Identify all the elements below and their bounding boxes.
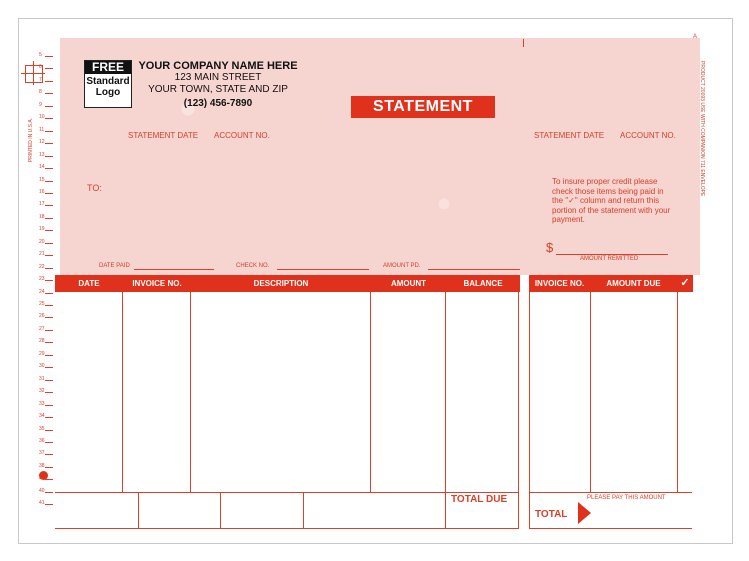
logo-line1: Standard <box>86 76 130 87</box>
remit-col-divider <box>677 292 678 492</box>
date-paid-line[interactable] <box>134 269 214 270</box>
header-amount-due: AMOUNT DUE <box>606 279 661 288</box>
ruler-number: 8 <box>39 89 42 96</box>
ruler-number: 28 <box>39 338 45 345</box>
ruler-number: 22 <box>39 263 45 270</box>
header-description: DESCRIPTION <box>253 279 309 288</box>
amount-pd-line[interactable] <box>428 269 520 270</box>
ruler-number: 32 <box>39 388 45 395</box>
header-remit-invoice-no: INVOICE NO. <box>534 279 585 288</box>
ruler-number: 37 <box>39 450 45 457</box>
amount-remitted-label: AMOUNT REMITTED <box>580 256 639 262</box>
ruler-number: 30 <box>39 363 45 370</box>
logo-line2: Logo <box>95 87 121 98</box>
col-divider <box>370 292 371 492</box>
check-column-icon: ✓ <box>680 277 690 289</box>
printed-in-usa: PRINTED IN U.S.A. <box>28 117 35 163</box>
credit-note: To insure proper credit please check those items being paid in the "✓" column and return this portion of the statement with your payment. <box>552 177 671 224</box>
statement-date-label: STATEMENT DATE <box>128 131 199 140</box>
amount-remitted-line[interactable] <box>556 254 668 255</box>
ruler-number: 20 <box>39 238 45 245</box>
please-pay-label: PLEASE PAY THIS AMOUNT <box>587 495 666 501</box>
company-block <box>134 60 302 109</box>
ruler-number: 21 <box>39 251 45 258</box>
company-logo <box>84 60 132 108</box>
ruler-number: 26 <box>39 313 45 320</box>
main-table-header <box>55 275 520 292</box>
ruler-number: 19 <box>39 226 45 233</box>
account-no-label-right: ACCOUNT NO. <box>620 131 676 140</box>
ruler-number: 38 <box>39 462 45 469</box>
ruler-number: 33 <box>39 400 45 407</box>
col-divider <box>122 292 123 492</box>
logo-free: FREE <box>85 61 131 74</box>
company-street: 123 MAIN STREET <box>174 72 262 83</box>
ruler-number: 18 <box>39 213 45 220</box>
company-phone: (123) 456-7890 <box>183 98 253 109</box>
ruler-number: 36 <box>39 437 45 444</box>
ruler-number: 5 <box>39 52 42 58</box>
alignment-dot <box>39 471 48 480</box>
registration-mark-v <box>33 61 34 85</box>
header-amount: AMOUNT <box>390 279 427 288</box>
to-label: TO: <box>87 183 102 193</box>
statement-title: STATEMENT <box>351 96 495 118</box>
remit-total-divider <box>530 492 692 493</box>
total-arrow-icon <box>578 502 591 524</box>
ruler-number: 14 <box>39 164 45 171</box>
ruler-number: 16 <box>39 188 45 195</box>
top-mark: A <box>693 34 698 40</box>
ruler-number: 17 <box>39 201 45 208</box>
statement-date-label-right: STATEMENT DATE <box>534 131 605 140</box>
ruler-number: 25 <box>39 301 45 307</box>
ruler-number: 6 <box>39 64 42 71</box>
header-invoice-no: INVOICE NO. <box>132 279 182 288</box>
ruler-number: 7 <box>39 76 42 83</box>
total-label: TOTAL <box>535 509 568 520</box>
check-no-label: CHECK NO. <box>236 263 270 269</box>
ruler-number: 35 <box>39 425 45 432</box>
ruler-number: 31 <box>39 375 45 382</box>
company-name: YOUR COMPANY NAME HERE <box>138 60 298 72</box>
ruler-number: 29 <box>39 350 45 357</box>
total-due-label: TOTAL DUE <box>451 494 508 505</box>
product-note: PRODUCT 20093 USE WITH COMPANION 711 ENVELOPE <box>699 61 705 197</box>
footer-divider <box>220 492 221 528</box>
header-date: DATE <box>78 279 100 288</box>
ruler-number: 9 <box>39 101 42 108</box>
left-ruler <box>19 19 55 543</box>
total-row-divider <box>55 492 518 493</box>
check-no-line[interactable] <box>277 269 369 270</box>
ruler-number: 34 <box>39 413 45 420</box>
footer-divider <box>303 492 304 528</box>
company-city: YOUR TOWN, STATE AND ZIP <box>148 84 288 95</box>
ruler-number: 27 <box>39 325 45 332</box>
amount-pd-label: AMOUNT PD. <box>383 263 421 269</box>
statement-form <box>18 18 733 544</box>
date-paid-label: DATE PAID <box>99 263 130 269</box>
header-balance: BALANCE <box>463 279 503 288</box>
ruler-number: 40 <box>39 487 45 494</box>
ruler-number: 13 <box>39 151 45 158</box>
remit-col-divider <box>590 292 591 492</box>
ruler-number: 15 <box>39 176 45 183</box>
registration-mark <box>25 65 43 83</box>
ruler-number: 41 <box>39 500 45 507</box>
ruler-number: 23 <box>39 276 45 283</box>
footer-divider <box>138 492 139 528</box>
top-tick-mark <box>523 39 524 47</box>
ruler-number: 11 <box>39 126 45 133</box>
remit-table-header <box>529 275 693 292</box>
ruler-number: 24 <box>39 288 45 295</box>
remit-table-body <box>529 292 692 529</box>
ruler-number: 10 <box>39 114 45 121</box>
main-table-body <box>55 292 519 529</box>
dollar-sign: $ <box>546 240 554 255</box>
col-divider <box>190 292 191 492</box>
account-no-label: ACCOUNT NO. <box>214 131 270 140</box>
ruler-number: 12 <box>39 139 45 146</box>
